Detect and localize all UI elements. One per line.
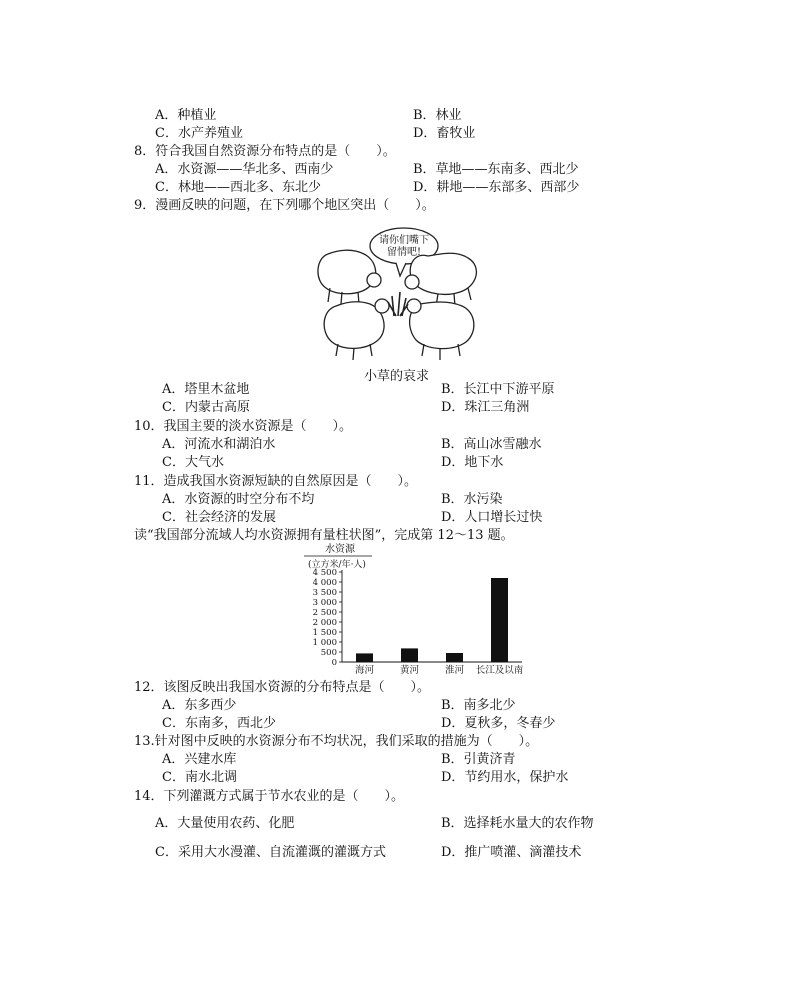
- q7-option-a[interactable]: A．种植业: [155, 108, 217, 123]
- chart-category-label: 淮河: [444, 665, 465, 676]
- q12-option-b[interactable]: B．南多北少: [441, 698, 516, 713]
- q14-option-a[interactable]: A．大量使用农药、化肥: [155, 816, 295, 831]
- speech-bubble-line1: 请你们嘴下: [379, 235, 429, 246]
- q9-option-d[interactable]: D．珠江三角洲: [441, 400, 530, 415]
- speech-bubble-line2: 留情吧!: [386, 247, 422, 258]
- q7-option-b[interactable]: B．林业: [413, 108, 462, 123]
- q11-option-c[interactable]: C．社会经济的发展: [162, 510, 276, 525]
- q10-option-c[interactable]: C．大气水: [162, 455, 224, 470]
- q8-option-c[interactable]: C．林地——西北多、东北少: [155, 180, 321, 195]
- q11-stem: 11．造成我国水资源短缺的自然原因是（ ）。: [134, 474, 418, 489]
- q12-13-intro: 读“我国部分流域人均水资源拥有量柱状图”，完成第 12～13 题。: [134, 528, 514, 543]
- q8-option-a[interactable]: A．水资源——华北多、西南少: [155, 162, 334, 177]
- chart-category-label: 黄河: [399, 665, 420, 676]
- chart-y-tick-label: 4 000: [312, 578, 337, 588]
- chart-bar: [491, 578, 508, 662]
- q14-option-d[interactable]: D．推广喷灌、滴灌技术: [441, 845, 582, 860]
- q11-option-a[interactable]: A．水资源的时空分布不均: [162, 492, 315, 507]
- water-resource-bar-chart: [300, 542, 530, 682]
- chart-y-tick-label: 3 000: [312, 598, 337, 608]
- q9-option-c[interactable]: C．内蒙古高原: [162, 400, 250, 415]
- chart-y-tick-label: 500: [320, 648, 337, 658]
- q9-option-b[interactable]: B．长江中下游平原: [441, 382, 555, 397]
- grass-cartoon-image: [308, 224, 488, 364]
- q13-option-b[interactable]: B．引黄济青: [441, 752, 516, 767]
- q12-option-c[interactable]: C．东南多，西北少: [162, 716, 276, 731]
- q10-option-d[interactable]: D．地下水: [441, 455, 504, 470]
- q7-option-d[interactable]: D．畜牧业: [413, 126, 476, 141]
- q8-option-b[interactable]: B．草地——东南多、西北少: [413, 162, 579, 177]
- q13-option-a[interactable]: A．兴建水库: [162, 752, 237, 767]
- chart-y-tick-label: 2 000: [312, 618, 337, 628]
- q10-option-a[interactable]: A．河流水和湖泊水: [162, 437, 276, 452]
- chart-ylabel-line1: 水资源: [325, 544, 355, 555]
- q7-option-c[interactable]: C．水产养殖业: [155, 126, 243, 141]
- chart-y-tick-label: 2 500: [312, 608, 337, 618]
- q14-option-b[interactable]: B．选择耗水量大的农作物: [441, 816, 594, 831]
- q8-option-d[interactable]: D．耕地——东部多、西部少: [413, 180, 580, 195]
- chart-y-tick-label: 0: [331, 658, 337, 668]
- q13-option-c[interactable]: C．南水北调: [162, 770, 237, 785]
- q10-option-b[interactable]: B．高山冰雪融水: [441, 437, 542, 452]
- q12-option-a[interactable]: A．东多西少: [162, 698, 237, 713]
- chart-bar: [446, 653, 463, 662]
- q9-option-a[interactable]: A．塔里木盆地: [162, 382, 250, 397]
- chart-bar: [356, 653, 373, 662]
- chart-bar: [401, 648, 418, 662]
- q12-option-d[interactable]: D．夏秋多，冬春少: [441, 716, 556, 731]
- cartoon-caption: 小草的哀求: [364, 369, 430, 384]
- chart-category-label: 长江及以南: [475, 665, 524, 676]
- q9-stem: 9．漫画反映的问题，在下列哪个地区突出（ ）。: [134, 198, 435, 213]
- q10-stem: 10．我国主要的淡水资源是（ ）。: [134, 419, 353, 434]
- chart-y-tick-label: 3 500: [312, 588, 337, 598]
- q11-option-d[interactable]: D．人口增长过快: [441, 510, 543, 525]
- chart-y-tick-label: 1 000: [312, 638, 337, 648]
- q8-stem: 8．符合我国自然资源分布特点的是（ ）。: [134, 144, 396, 159]
- chart-ylabel-line2: (立方米/年·人): [308, 560, 366, 570]
- q14-option-c[interactable]: C．采用大水漫灌、自流灌溉的灌溉方式: [155, 845, 386, 860]
- q12-stem: 12．该图反映出我国水资源的分布特点是（ ）。: [134, 680, 431, 695]
- q13-option-d[interactable]: D．节约用水，保护水: [441, 770, 569, 785]
- chart-y-tick-label: 4 500: [312, 568, 337, 578]
- q13-stem: 13.针对图中反映的水资源分布不均状况，我们采取的措施为（ ）。: [134, 734, 539, 749]
- chart-y-tick-label: 1 500: [312, 628, 337, 638]
- q11-option-b[interactable]: B．水污染: [441, 492, 503, 507]
- q14-stem: 14．下列灌溉方式属于节水农业的是（ ）。: [134, 789, 405, 804]
- chart-category-label: 海河: [354, 665, 375, 676]
